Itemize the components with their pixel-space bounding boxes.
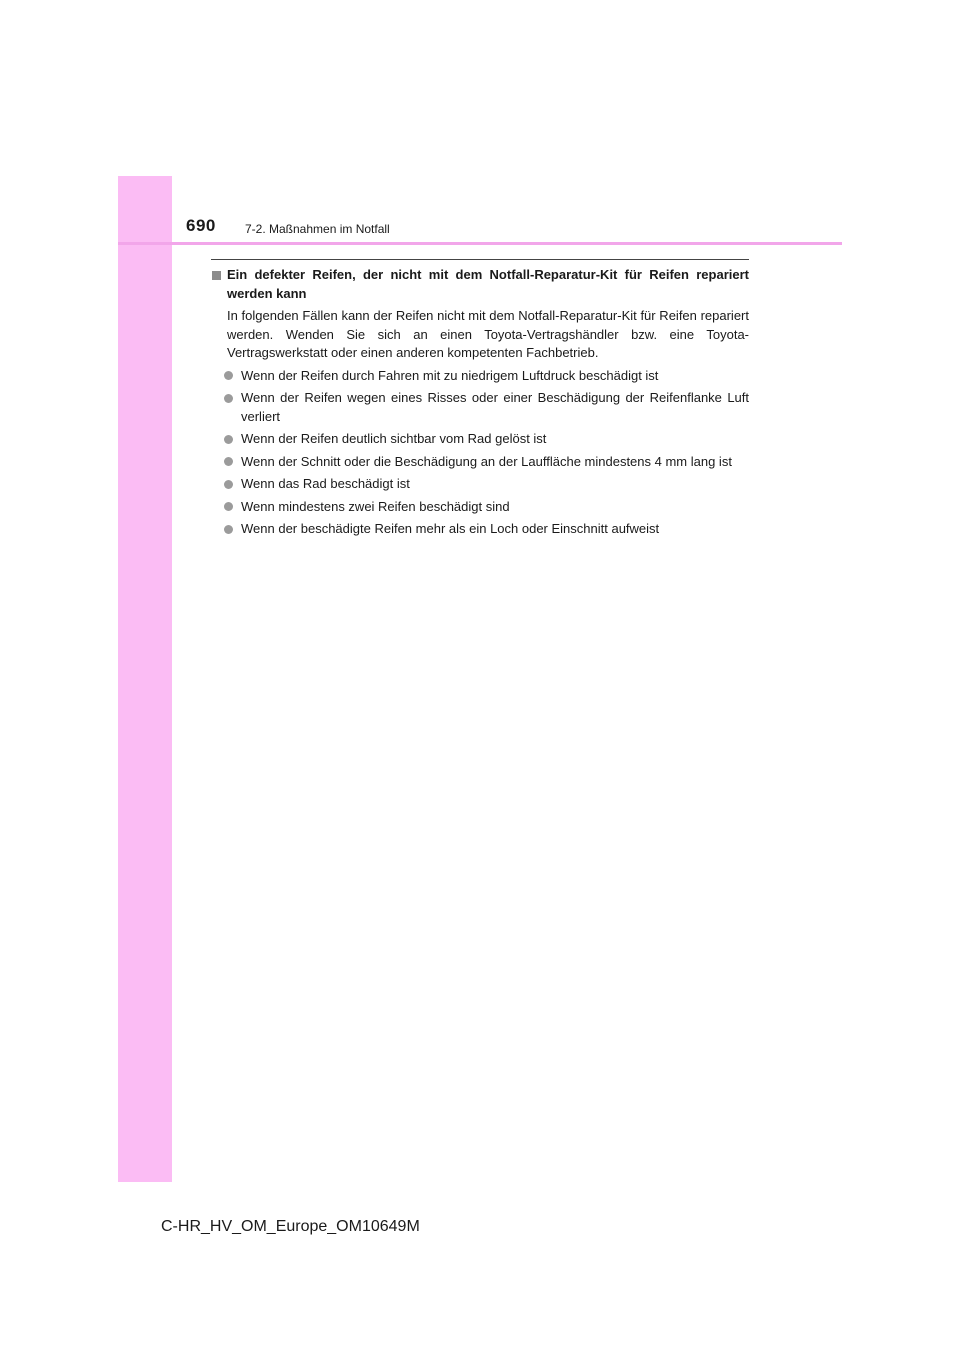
side-band [118,176,172,1182]
list-item-text: Wenn mindestens zwei Reifen beschädigt sind [241,498,510,514]
condition-list [211,367,749,539]
circle-bullet-icon [224,480,233,489]
list-item [211,367,749,386]
circle-bullet-icon [224,525,233,534]
heading-text: Ein defekter Reifen, der nicht mit dem Notfall-Reparatur-Kit für Reifen repariert werden kann [227,267,749,301]
list-item [211,520,749,539]
content [211,266,749,539]
list-item [211,475,749,494]
list-item-text: Wenn der Reifen wegen eines Risses oder einer Beschädigung der Reifenflanke Luft verliert [241,390,749,424]
circle-bullet-icon [224,435,233,444]
header-rule [118,242,842,245]
document-code: C-HR_HV_OM_Europe_OM10649M [161,1218,420,1235]
intro-paragraph: In folgenden Fällen kann der Reifen nicht mit dem Notfall-Reparatur-Kit für Reifen repariert werden. Wenden Sie sich an einen Toyota-Vertragshändler bzw. eine Toyota-Vertragswerkstatt oder einen anderen kompetenten Fachbetrieb. [227,308,749,360]
square-bullet-icon [212,271,221,280]
circle-bullet-icon [224,394,233,403]
page-number: 690 [186,216,216,235]
list-item [211,453,749,472]
list-item-text: Wenn das Rad beschädigt ist [241,476,410,491]
circle-bullet-icon [224,371,233,380]
content-divider [211,259,749,260]
list-item-text: Wenn der Schnitt oder die Beschädigung an der Lauffläche mindestens 4 mm lang ist [241,453,732,469]
circle-bullet-icon [224,457,233,466]
list-item-text: Wenn der Reifen durch Fahren mit zu niedrigem Luftdruck beschädigt ist [241,367,659,383]
section-title: 7-2. Maßnahmen im Notfall [245,222,390,236]
list-item [211,389,749,426]
list-item-text: Wenn der beschädigte Reifen mehr als ein Loch oder Einschnitt aufweist [241,521,660,536]
circle-bullet-icon [224,502,233,511]
list-item-text: Wenn der Reifen deutlich sichtbar vom Rad gelöst ist [241,431,547,446]
list-item [211,498,749,517]
list-item [211,430,749,449]
section-heading [211,266,749,303]
